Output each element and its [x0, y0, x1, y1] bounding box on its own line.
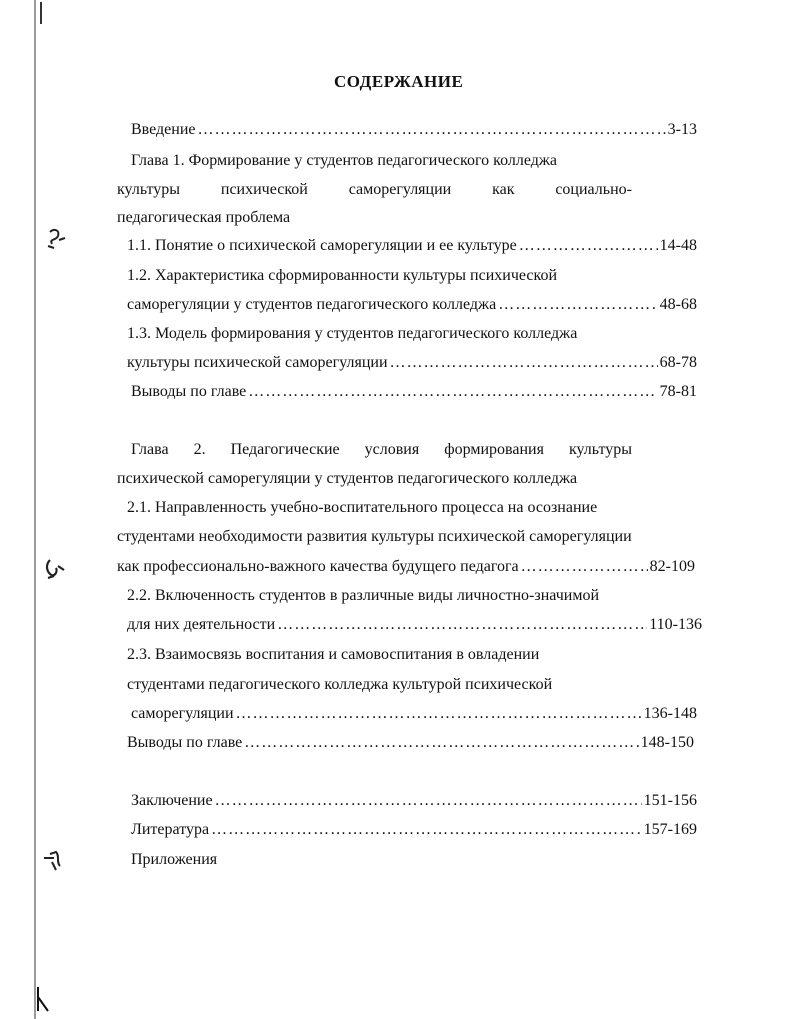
toc-entry-label: Выводы по главе: [127, 734, 243, 751]
toc-entry-label: 1.1. Понятие о психической саморегуляции и ее культуре: [127, 237, 517, 254]
toc-entry-label: как профессионально-важного качества будущего педагога: [117, 558, 519, 575]
toc-entry-pages: 136-148: [643, 705, 697, 722]
toc-entry-chapter1-conclusions: [131, 382, 697, 402]
hole-punch-mark-1: [44, 226, 68, 250]
toc-entry-2-1-line2: студентами необходимости развития культуры психической саморегуляции: [117, 528, 632, 545]
toc-entry-1-3: [127, 353, 697, 373]
toc-entry-pages: 48-68: [659, 296, 697, 313]
word: саморегуляции: [348, 181, 452, 198]
toc-entry-1-3-line1: 1.3. Модель формирования у студентов педагогического колледжа: [127, 325, 578, 342]
dot-leader: [215, 791, 642, 811]
toc-entry-label: для них деятельности: [127, 616, 276, 633]
chapter1-heading-line3: педагогическая проблема: [117, 209, 291, 226]
toc-entry-conclusion: [131, 791, 697, 811]
toc-entry-label: Введение: [131, 121, 196, 138]
chapter1-heading-line2: [117, 180, 632, 200]
word: формирования: [444, 441, 544, 458]
toc-entry-label: Литература: [131, 821, 210, 838]
toc-entry-literature: [131, 820, 697, 840]
toc-entry-2-2: [127, 615, 702, 635]
word: как: [492, 181, 515, 198]
word: условия: [364, 441, 420, 458]
dot-leader: [277, 615, 647, 635]
chapter2-heading-line2: психической саморегуляции у студентов педагогического колледжа: [117, 470, 578, 487]
dot-leader: [248, 382, 657, 402]
page-title: СОДЕРЖАНИЕ: [334, 72, 464, 91]
dot-leader: [498, 295, 657, 315]
word: Педагогические: [230, 441, 340, 458]
chapter2-heading-line1: [131, 440, 632, 460]
word: 2.: [193, 441, 206, 458]
word: психической: [220, 181, 308, 198]
toc-entry-2-3-line2: студентами педагогического колледжа культурой психической: [127, 676, 553, 693]
toc-entry-1-2: [127, 295, 697, 315]
toc-entry-pages: 157-169: [643, 821, 697, 838]
toc-entry-2-3-line1: 2.3. Взаимосвязь воспитания и самовоспитания в овладении: [127, 646, 540, 663]
toc-entry-label: культуры психической саморегуляции: [127, 354, 388, 371]
toc-entry-label: саморегуляции: [131, 705, 234, 722]
toc-entry-pages: 151-156: [643, 792, 697, 809]
toc-entry-pages: 14-48: [659, 237, 697, 254]
chapter1-heading-line1: Глава 1. Формирование у студентов педагогического колледжа: [131, 152, 558, 169]
toc-entry-2-1-line1: 2.1. Направленность учебно-воспитательного процесса на осознание: [127, 499, 598, 516]
toc-entry-appendix: Приложения: [131, 851, 218, 868]
scan-top-mark: [40, 2, 42, 24]
dot-leader: [198, 120, 666, 140]
toc-entry-intro: [131, 120, 697, 140]
toc-entry-2-3: [131, 704, 697, 724]
scan-corner-mark: [36, 985, 50, 1013]
dot-leader: [521, 557, 648, 577]
toc-entry-pages: 82-109: [649, 558, 695, 575]
toc-entry-1-2-line1: 1.2. Характеристика сформированности культуры психической: [127, 267, 558, 284]
dot-leader: [390, 353, 658, 373]
toc-entry-pages: 148-150: [640, 734, 694, 751]
dot-leader: [519, 236, 658, 256]
toc-entry-pages: 78-81: [659, 383, 697, 400]
word: социально-: [555, 181, 632, 198]
dot-leader: [236, 704, 642, 724]
toc-entry-1-1: [127, 236, 697, 256]
toc-entry-chapter2-conclusions: [127, 733, 694, 753]
toc-entry-label: Выводы по главе: [131, 383, 247, 400]
word: культуры: [117, 181, 181, 198]
toc-entry-pages: 68-78: [659, 354, 697, 371]
toc-entry-2-1: [117, 557, 695, 577]
dot-leader: [244, 733, 638, 753]
toc-entry-label: саморегуляции у студентов педагогического колледжа: [127, 296, 497, 313]
hole-punch-mark-3: [42, 848, 66, 872]
dot-leader: [211, 820, 642, 840]
toc-entry-pages: 110-136: [649, 616, 702, 633]
toc-entry-2-2-line1: 2.2. Включенность студентов в различные виды личностно-значимой: [127, 587, 600, 604]
toc-entry-label: Заключение: [131, 792, 213, 809]
scan-left-edge: [34, 0, 36, 1019]
word: Глава: [131, 441, 169, 458]
toc-entry-pages: 3-13: [667, 121, 697, 138]
hole-punch-mark-2: [42, 556, 66, 580]
word: культуры: [568, 441, 632, 458]
